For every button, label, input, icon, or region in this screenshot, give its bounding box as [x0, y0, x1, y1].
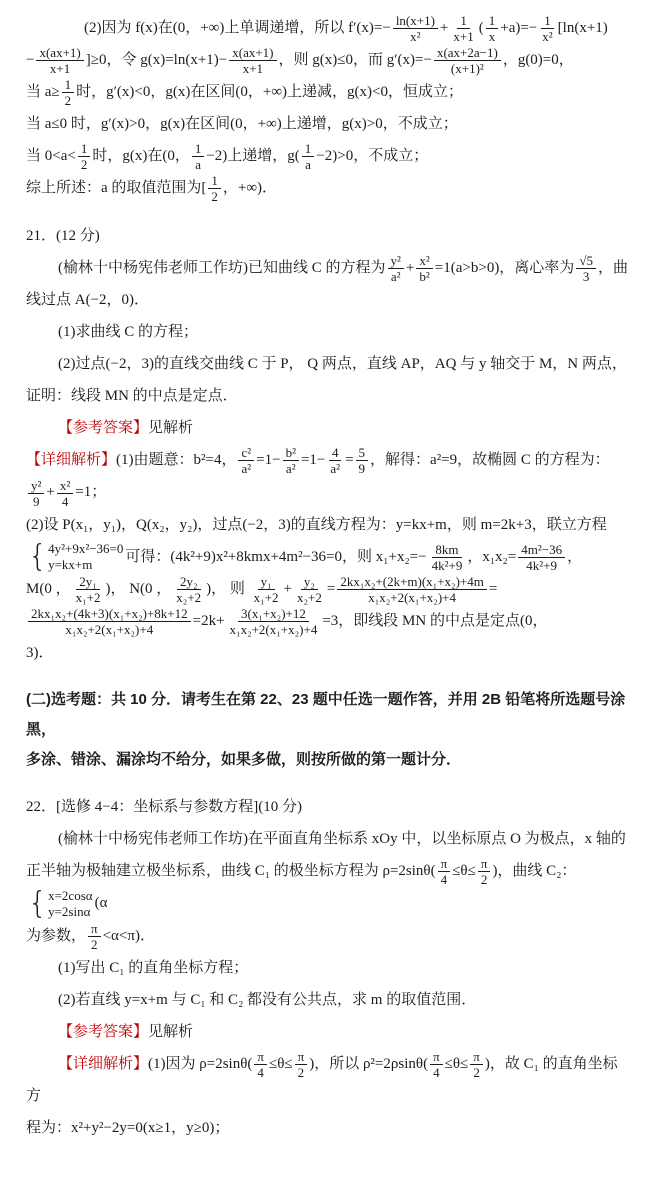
fraction: $\frac{x(ax+1)}{x+1}$ [36, 45, 83, 76]
answer-label: 【参考答案】 [58, 1023, 149, 1040]
q21-analysis-line-4: { 4y²+9x²−36=0 y=kx+m 可得：(4k²+9)x²+8kmx+4m²−36=0，则 x₁+x₂=− $\frac{8km}{\text{4k²+9}}$ ，x₁x₂= $\frac{\text{4m²−36}}{\text{4k²+9}}$ ， [28, 539, 583, 575]
fraction: $\frac{1}{a}$ [302, 141, 315, 172]
q22-stem-line-2: 正半轴为极轴建立极坐标系，曲线 C₁ 的极坐标方程为 ρ=2sinθ( $\frac{\pi}{4}$ ≤θ≤ $\frac{\pi}{2}$ )，曲线 C₂： { x=2cosα y=2sinα (α [26, 856, 577, 921]
fraction: $\frac{\text{y₁}}{\text{x₁+2}}$ [253, 574, 279, 606]
fraction: $\frac{\text{x²}}{4}$ [57, 478, 73, 509]
answer-label: 【参考答案】 [58, 420, 149, 437]
fraction: $\frac{\text{2y₂}}{\text{x₂+2}}$ [176, 574, 202, 606]
fraction: $\frac{4}{\text{a²}}$ [330, 445, 341, 477]
equation-system: { 4y²+9x²−36=0 y=kx+m [28, 539, 124, 575]
q20-sol-line-4: 当 a≤0 时，g′(x)>0，g(x)在区间(0，+∞)上递增，g(x)>0，不成立； [26, 116, 458, 133]
answer-label: 【详细解析】 [58, 1055, 149, 1072]
fraction: $\frac{\pi}{2}$ [295, 1049, 308, 1080]
q21-analysis-line-5: M(0 ， $\frac{\text{2y₁}}{\text{x₁+2}}$ )， N(0 ， $\frac{\text{2y₂}}{\text{x₂+2}}$ )， 则 $\frac{\text{y₁}}{\text{x₁+2}}$ + $\frac{\text{y₂}}{\text{x₂+2}}$ = $\frac{\text{2kx₁x₂+(2k+m)(x₁+x₂)+4m}}{\text{x₁x₂+2(x₁+x₂)+4}}$ = [26, 574, 498, 606]
section2-notice-line-1: (二)选考题：共 10 分．请考生在第 22、23 题中任选一题作答，并用 2B 铅笔将所选题号涂黑， [26, 691, 626, 739]
fraction: $\frac{\pi}{2}$ [478, 856, 491, 887]
q20-sol-line-3: 当 a≥ $\frac{1}{2}$ 时，g′(x)<0，g(x)在区间(0，+∞)上递减，g(x)<0，恒成立； [26, 77, 463, 109]
fraction: $\frac{\text{x²}}{\text{b²}}$ [416, 253, 432, 284]
q20-sol-line-1: (2)因为 f(x)在(0，+∞)上单调递增，所以 f′(x)=− $\frac{\ln(x+1)}{\text{x²}}$ + $\frac{1}{x+1}$ ( $\frac{1}{x}$ +a)=− $\frac{1}{\text{x²}}$ [ln(x+1) [84, 13, 608, 45]
fraction: $\frac{1}{2}$ [62, 77, 75, 108]
q20-sol-line-6: 综上所述：a 的取值范围为[ $\frac{1}{2}$ ，+∞)． [26, 173, 278, 205]
fraction: $\frac{x(ax+2a-1)}{\text{(x+1)²}}$ [434, 45, 501, 76]
q21-analysis-line-1: 【详细解析】(1)由题意：b²=4， $\frac{\text{c²}}{\text{a²}}$ =1− $\frac{\text{b²}}{\text{a²}}$ =1− $\frac{4}{\text{a²}}$ = $\frac{5}{9}$ ，解得：a²=9，故椭圆 C 的方程为： [26, 445, 610, 477]
q22-header: 22．[选修 4−4：坐标系与参数方程](10 分) [26, 799, 302, 816]
q20-sol-line-2: − $\frac{x(ax+1)}{x+1}$ ]≥0，令 g(x)=ln(x+1)− $\frac{x(ax+1)}{x+1}$ ，则 g(x)≤0，而 g′(x)=− $\frac{x(ax+2a-1)}{\text{(x+1)²}}$ ，g(0)=0， [26, 45, 574, 77]
fraction: $\frac{\text{2kx₁x₂+(2k+m)(x₁+x₂)+4m}}{\text{x₁x₂+2(x₁+x₂)+4}}$ [337, 574, 487, 605]
fraction: $\frac{1}{x+1}$ [453, 13, 474, 45]
fraction: $\frac{\pi}{2}$ [88, 921, 101, 952]
left-brace-icon: { [28, 885, 48, 921]
fraction: $\frac{\text{2y₁}}{\text{x₁+2}}$ [75, 574, 101, 606]
q21-ref-answer: 【参考答案】见解析 [58, 420, 194, 437]
q20-sol-line-5: 当 0<a< $\frac{1}{2}$ 时，g(x)在(0， $\frac{1}{a}$ −2)上递增，g( $\frac{1}{a}$ −2)>0，不成立； [26, 141, 429, 173]
q21-stem-line-2: 线过点 A(−2，0)． [26, 292, 150, 309]
fraction: $\frac{√5}{3}$ [576, 253, 596, 284]
fraction: $\frac{x(ax+1)}{x+1}$ [229, 45, 276, 76]
fraction: $\frac{\text{2kx₁x₂+(4k+3)(x₁+x₂)+8k+12}}{\text{x₁x₂+2(x₁+x₂)+4}}$ [28, 606, 191, 637]
q22-analysis-line-1: 【详细解析】(1)因为 ρ=2sinθ( $\frac{\pi}{4}$ ≤θ≤ $\frac{\pi}{2}$ )，所以 ρ²=2ρsinθ( $\frac{\pi}{4}$ ≤θ≤ $\frac{\pi}{2}$ )，故 C₁ 的直角坐标方 [26, 1048, 618, 1104]
fraction: $\frac{\pi}{4}$ [254, 1049, 267, 1080]
fraction: $\frac{\text{3(x₁+x₂)+12}}{\text{x₁x₂+2(x₁+x₂)+4}}$ [229, 606, 318, 638]
fraction: $\frac{1}{2}$ [208, 173, 221, 204]
q21-number: 21．(12 分) [26, 228, 100, 245]
q22-part1: (1)写出 C₁ 的直角坐标方程； [58, 959, 249, 976]
fraction: $\frac{1}{x}$ [486, 13, 499, 44]
q22-analysis-line-2: 程为：x²+y²−2y=0(x≥1，y≥0)； [26, 1119, 230, 1136]
answer-label: 【详细解析】 [26, 452, 117, 469]
q21-analysis-line-6: $\frac{\text{2kx₁x₂+(4k+3)(x₁+x₂)+8k+12}}{\text{x₁x₂+2(x₁+x₂)+4}}$ =2k+ $\frac{\text{3(x₁+x₂)+12}}{\text{x₁x₂+2(x₁+x₂)+4}}$ =3，即线段 MN 的中点是定点(0， [26, 605, 631, 637]
fraction: $\frac{1}{\text{x²}}$ [542, 13, 553, 45]
fraction: $\frac{\ln(x+1)}{\text{x²}}$ [393, 13, 438, 44]
section2-notice-line-2: 多涂、错涂、漏涂均不给分，如果多做，则按所做的第一题计分． [26, 751, 462, 769]
fraction: $\frac{5}{9}$ [356, 445, 369, 476]
fraction: $\frac{\pi}{2}$ [470, 1049, 483, 1080]
fraction: $\frac{8km}{\text{4k²+9}}$ [431, 541, 463, 573]
fraction: $\frac{1}{a}$ [192, 141, 205, 172]
q21-analysis-line-3: (2)设 P(x₁，y₁)，Q(x₂，y₂)，过点(−2，3)的直线方程为：y=kx+m，则 m=2k+3，联立方程 [26, 516, 607, 533]
q22-ref-answer: 【参考答案】见解析 [58, 1023, 194, 1040]
q21-part2-line-2: 证明：线段 MN 的中点是定点． [26, 388, 238, 405]
left-brace-icon: { [28, 539, 48, 575]
q22-part2: (2)若直线 y=x+m 与 C₁ 和 C₂ 都没有公共点，求 m 的取值范围． [58, 991, 477, 1008]
fraction: $\frac{\text{c²}}{\text{a²}}$ [238, 445, 254, 476]
fraction: $\frac{\text{4m²−36}}{\text{4k²+9}}$ [518, 542, 565, 573]
fraction: $\frac{\pi}{4}$ [430, 1049, 443, 1080]
q22-stem-line-1: (榆林十中杨宪伟老师工作坊)在平面直角坐标系 xOy 中，以坐标原点 O 为极点，x 轴的 [58, 831, 626, 848]
fraction: $\frac{\text{y₂}}{\text{x₂+2}}$ [297, 574, 322, 606]
fraction: $\frac{\text{y²}}{9}$ [28, 478, 44, 509]
q21-analysis-line-2: $\frac{\text{y²}}{9}$ + $\frac{\text{x²}}{4}$ =1； [26, 476, 631, 508]
q21-part1: (1)求曲线 C 的方程； [58, 324, 198, 341]
q22-stem-line-3: 为参数， $\frac{\pi}{2}$ <α<π)． [26, 920, 155, 952]
document-body [26, 12, 631, 1144]
fraction: $\frac{\text{b²}}{\text{a²}}$ [283, 445, 299, 476]
q21-analysis-line-7: 3)． [26, 645, 54, 662]
fraction: $\frac{\text{y²}}{\text{a²}}$ [388, 253, 404, 284]
q21-stem-line-1: (榆林十中杨宪伟老师工作坊)已知曲线 C 的方程为 $\frac{\text{y²}}{\text{a²}}$ + $\frac{\text{x²}}{\text{b²}}$ =1(a>b>0)，离心率为 $\frac{√5}{3}$ ，曲 [58, 253, 628, 285]
fraction: $\frac{\pi}{4}$ [438, 856, 451, 887]
equation-system: { x=2cosα y=2sinα [28, 885, 93, 921]
q21-part2-line-1: (2)过点(−2，3)的直线交曲线 C 于 P， Q 两点，直线 AP，AQ 与 y 轴交于 M，N 两点， [58, 356, 627, 373]
fraction: $\frac{1}{2}$ [78, 141, 91, 172]
